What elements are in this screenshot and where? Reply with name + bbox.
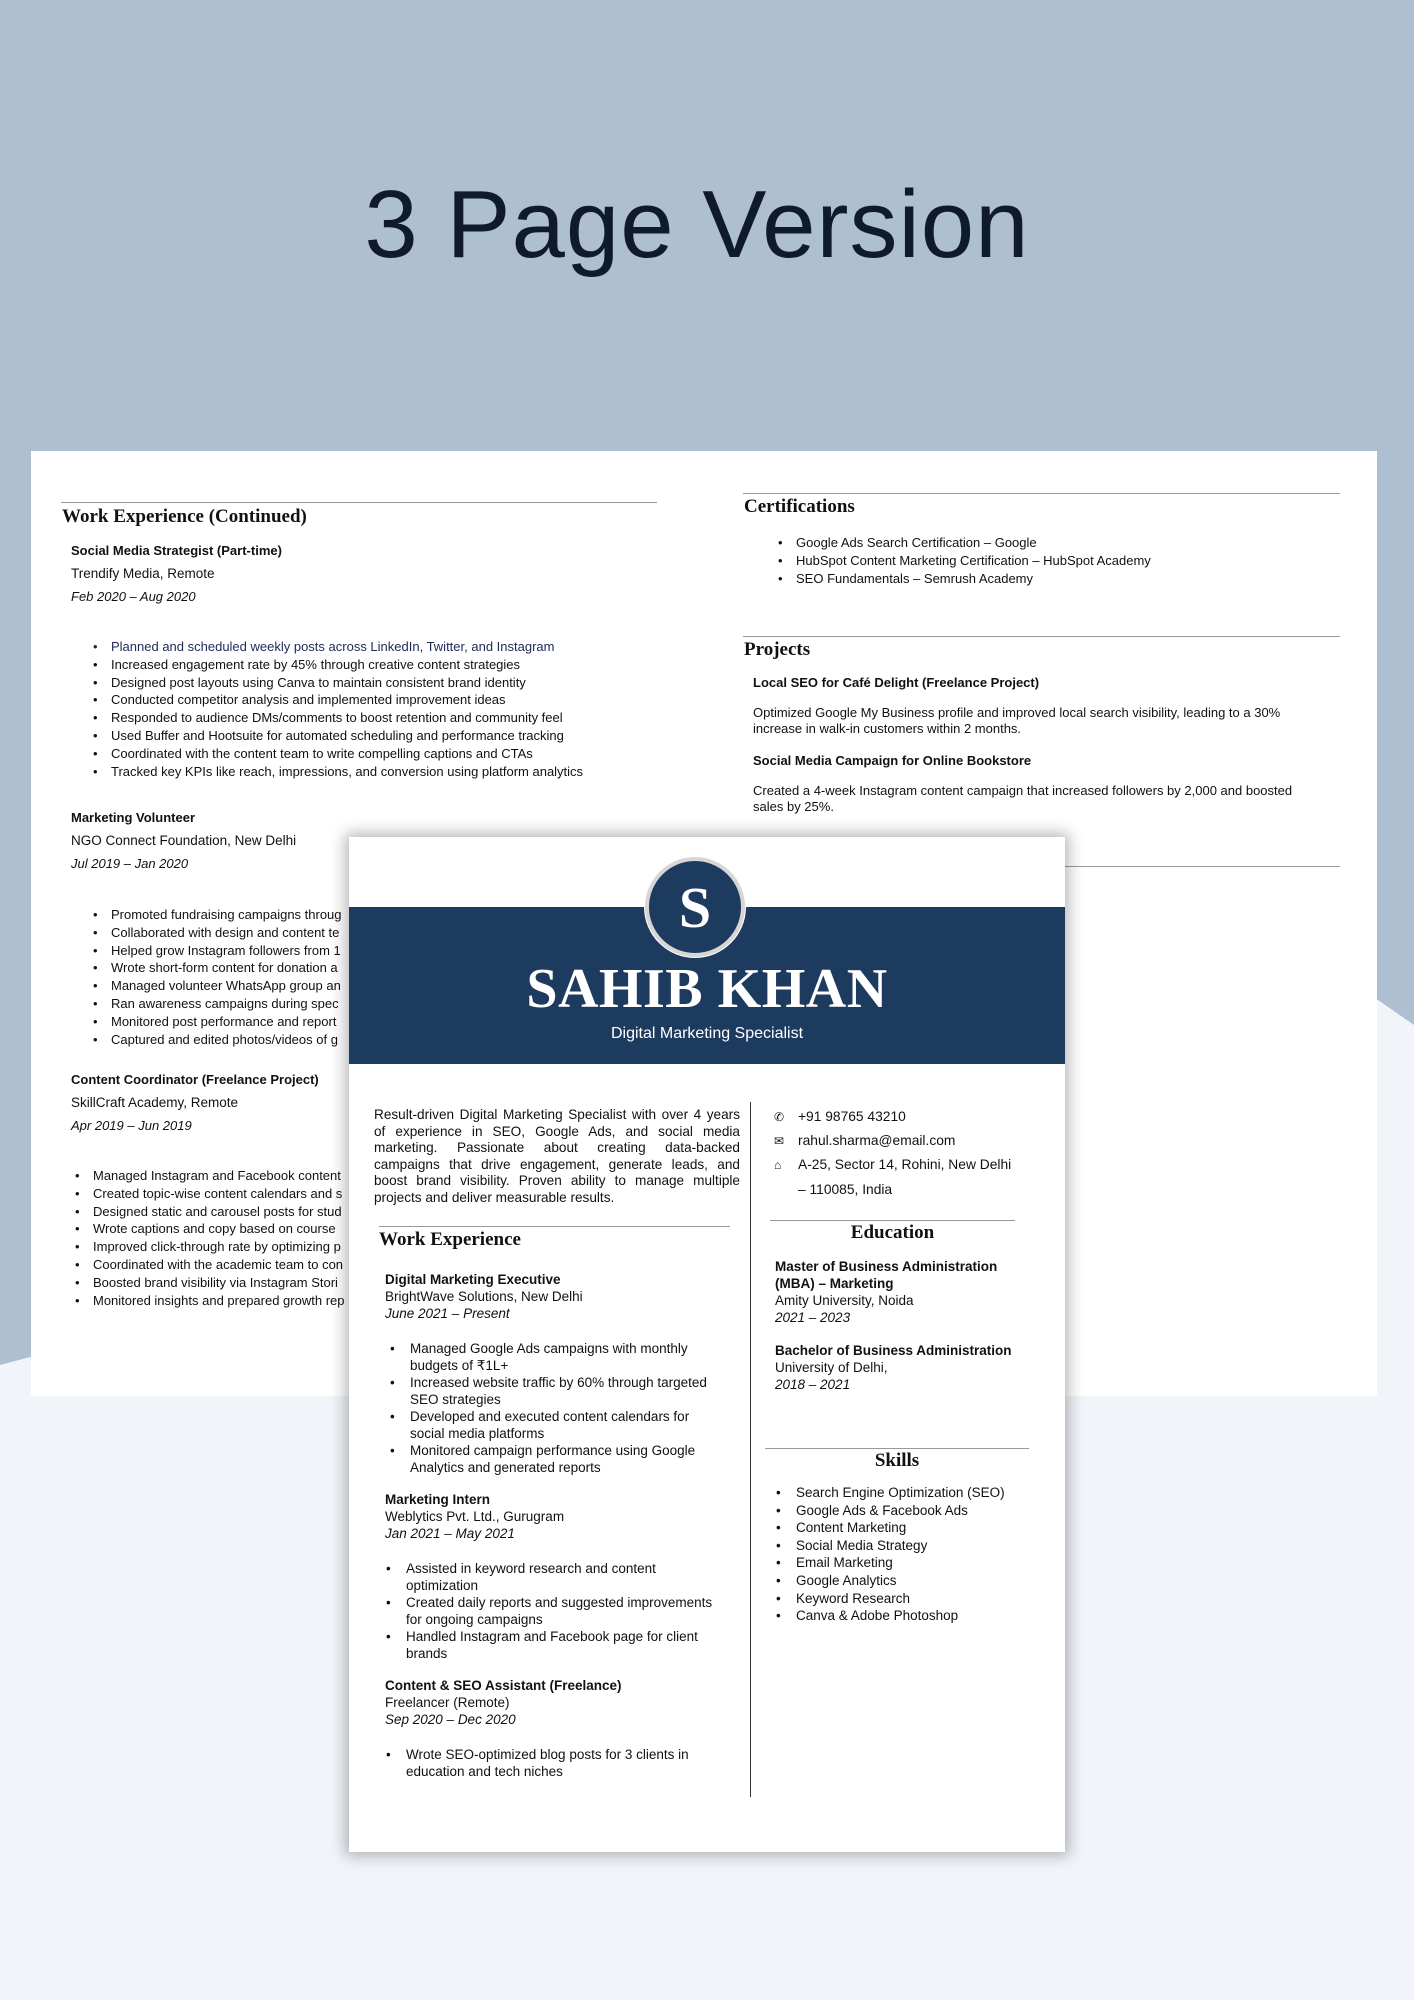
project-description: Created a 4-week Instagram content campaign that increased followers by 2,000 and boosted sales by 25%. — [753, 783, 1293, 814]
list-item: • Wrote SEO-optimized blog posts for 3 clients in education and tech niches — [384, 1746, 714, 1780]
section-rule — [379, 1226, 730, 1227]
degree: Master of Business Administration (MBA) – Marketing — [775, 1259, 998, 1291]
job-title: Digital Marketing Executive — [385, 1272, 561, 1287]
list-item: • Collaborated with design and content te — [91, 924, 342, 942]
list-item: • Monitored insights and prepared growth rep — [73, 1292, 344, 1310]
contact-phone — [774, 1105, 906, 1129]
job-bullets — [91, 906, 342, 1048]
job-company: Weblytics Pvt. Ltd., Gurugram — [385, 1509, 565, 1524]
contact-email — [774, 1129, 955, 1153]
list-item: • Google Analytics — [774, 1572, 1005, 1590]
job-title: Marketing Intern — [385, 1492, 491, 1507]
project-title: Local SEO for Café Delight (Freelance Project) — [753, 675, 1040, 690]
job-company: Trendify Media, Remote — [71, 566, 215, 581]
list-item: • Content Marketing — [774, 1519, 1005, 1537]
years: 2018 – 2021 — [775, 1377, 851, 1392]
list-item: • Planned and scheduled weekly posts across LinkedIn, Twitter, and Instagram — [91, 638, 583, 656]
list-item: • Used Buffer and Hootsuite for automated scheduling and performance tracking — [91, 727, 583, 745]
contact-address-line2 — [798, 1178, 892, 1202]
job-title: Content Coordinator (Freelance Project) — [71, 1072, 319, 1087]
email-text: rahul.sharma@email.com — [798, 1133, 956, 1148]
project-entry — [753, 673, 1323, 737]
list-item: • Google Ads Search Certification – Google — [776, 534, 1151, 552]
job-company: SkillCraft Academy, Remote — [71, 1095, 239, 1110]
job-company: NGO Connect Foundation, New Delhi — [71, 833, 297, 848]
education-entry — [775, 1258, 1040, 1326]
list-item: • Responded to audience DMs/comments to boost retention and community feel — [91, 709, 583, 727]
project-entry — [753, 751, 1323, 815]
list-item: • Improved click-through rate by optimizing p — [73, 1238, 344, 1256]
list-item: • Coordinated with the content team to write compelling captions and CTAs — [91, 745, 583, 763]
list-item: • Conducted competitor analysis and implemented improvement ideas — [91, 691, 583, 709]
candidate-role: Digital Marketing Specialist — [610, 1025, 804, 1042]
school: University of Delhi, — [775, 1360, 888, 1375]
list-item: • Designed post layouts using Canva to maintain consistent brand identity — [91, 674, 583, 692]
list-item: • HubSpot Content Marketing Certification – HubSpot Academy — [776, 552, 1151, 570]
work-continued-title: Work Experience (Continued) — [62, 506, 307, 527]
job-dates: Sep 2020 – Dec 2020 — [385, 1712, 516, 1727]
headline: 3 Page Version — [364, 171, 1030, 278]
job-entry — [71, 1069, 319, 1137]
phone-text: +91 98765 43210 — [798, 1109, 906, 1124]
list-item: • SEO Fundamentals – Semrush Academy — [776, 570, 1151, 588]
section-rule — [770, 1220, 1015, 1221]
list-item: • Google Ads & Facebook Ads — [774, 1502, 1005, 1520]
candidate-name: SAHIB KHAN — [526, 958, 888, 1020]
job-title: Marketing Volunteer — [71, 810, 196, 825]
project-description: Optimized Google My Business profile and improved local search visibility, leading to a 30% increase in walk-in customers within 2 months. — [753, 705, 1281, 736]
list-item: • Created daily reports and suggested improvements for ongoing campaigns — [384, 1594, 729, 1628]
section-rule — [743, 636, 1340, 637]
job-dates: Feb 2020 – Aug 2020 — [71, 589, 196, 604]
job-entry — [385, 1271, 583, 1322]
list-item: • Designed static and carousel posts for stud — [73, 1203, 344, 1221]
job-title: Social Media Strategist (Part-time) — [71, 543, 282, 558]
job-entry — [385, 1491, 564, 1542]
contact-address — [774, 1153, 1011, 1177]
address-text-2: – 110085, India — [798, 1182, 893, 1197]
job-bullets — [388, 1340, 718, 1476]
list-item: • Canva & Adobe Photoshop — [774, 1607, 1005, 1625]
profile-summary: Result-driven Digital Marketing Specialist with over 4 years of experience in SEO, Google Ads, and social media marketing. Passionate about creating data-backed campaigns that drive engagement, generate leads, and boost brand visibility. Proven ability to manage multiple projects and deliver measurable results. — [374, 1107, 740, 1205]
skills-title: Skills — [874, 1450, 920, 1471]
education-entry — [775, 1342, 1040, 1393]
list-item: • Wrote short-form content for donation a — [91, 959, 342, 977]
job-entry — [385, 1677, 622, 1728]
list-item: • Increased engagement rate by 45% through creative content strategies — [91, 656, 583, 674]
job-bullets — [91, 638, 583, 780]
avatar: S — [645, 857, 745, 957]
skills-list — [774, 1484, 1005, 1625]
phone-icon: ✆ — [774, 1110, 785, 1124]
list-item: • Promoted fundraising campaigns throug — [91, 906, 342, 924]
job-entry — [71, 540, 282, 608]
years: 2021 – 2023 — [775, 1310, 851, 1325]
list-item: • Captured and edited photos/videos of g — [91, 1031, 342, 1049]
job-dates: June 2021 – Present — [385, 1306, 510, 1321]
section-rule — [743, 493, 1340, 494]
job-entry — [71, 807, 296, 875]
project-title: Social Media Campaign for Online Bookstore — [753, 753, 1032, 768]
list-item: • Social Media Strategy — [774, 1537, 1005, 1555]
projects-title: Projects — [744, 639, 811, 660]
work-experience-title: Work Experience — [379, 1229, 521, 1250]
job-bullets — [73, 1167, 344, 1309]
list-item: • Developed and executed content calendars for social media platforms — [388, 1408, 718, 1442]
address-text: A-25, Sector 14, Rohini, New Delhi — [798, 1157, 1012, 1172]
job-title: Content & SEO Assistant (Freelance) — [385, 1678, 622, 1693]
list-item: • Wrote captions and copy based on course — [73, 1220, 344, 1238]
job-company: Freelancer (Remote) — [385, 1695, 510, 1710]
home-icon: ⌂ — [774, 1158, 782, 1172]
list-item: • Assisted in keyword research and content optimization — [384, 1560, 729, 1594]
certifications-list — [776, 534, 1151, 587]
certifications-title: Certifications — [744, 496, 855, 517]
list-item: • Coordinated with the academic team to con — [73, 1256, 344, 1274]
job-company: BrightWave Solutions, New Delhi — [385, 1289, 583, 1304]
list-item: • Keyword Research — [774, 1590, 1005, 1608]
education-title: Education — [850, 1222, 935, 1243]
list-item: • Managed Instagram and Facebook content — [73, 1167, 344, 1185]
list-item: • Ran awareness campaigns during spec — [91, 995, 342, 1013]
envelope-icon: ✉ — [774, 1134, 785, 1148]
list-item: • Monitored campaign performance using Google Analytics and generated reports — [388, 1442, 718, 1476]
list-item: • Increased website traffic by 60% through targeted SEO strategies — [388, 1374, 718, 1408]
list-item: • Boosted brand visibility via Instagram Stori — [73, 1274, 344, 1292]
job-dates: Jan 2021 – May 2021 — [385, 1526, 515, 1541]
job-bullets — [384, 1560, 729, 1662]
job-dates: Apr 2019 – Jun 2019 — [71, 1118, 192, 1133]
job-dates: Jul 2019 – Jan 2020 — [71, 856, 189, 871]
degree: Bachelor of Business Administration — [775, 1343, 1012, 1358]
list-item: • Search Engine Optimization (SEO) — [774, 1484, 1005, 1502]
list-item: • Created topic-wise content calendars and s — [73, 1185, 344, 1203]
section-rule — [765, 1448, 1029, 1449]
school: Amity University, Noida — [775, 1293, 914, 1308]
list-item: • Monitored post performance and report — [91, 1013, 342, 1031]
resume-page-front — [349, 837, 1065, 1852]
list-item: • Helped grow Instagram followers from 1 — [91, 942, 342, 960]
list-item: • Tracked key KPIs like reach, impressions, and conversion using platform analytics — [91, 763, 583, 781]
column-divider — [750, 1102, 751, 1797]
list-item: • Handled Instagram and Facebook page for client brands — [384, 1628, 729, 1662]
list-item: • Managed volunteer WhatsApp group an — [91, 977, 342, 995]
section-rule — [61, 502, 657, 503]
list-item: • Email Marketing — [774, 1554, 1005, 1572]
job-bullets — [384, 1746, 714, 1780]
list-item: • Managed Google Ads campaigns with monthly budgets of ₹1L+ — [388, 1340, 718, 1374]
